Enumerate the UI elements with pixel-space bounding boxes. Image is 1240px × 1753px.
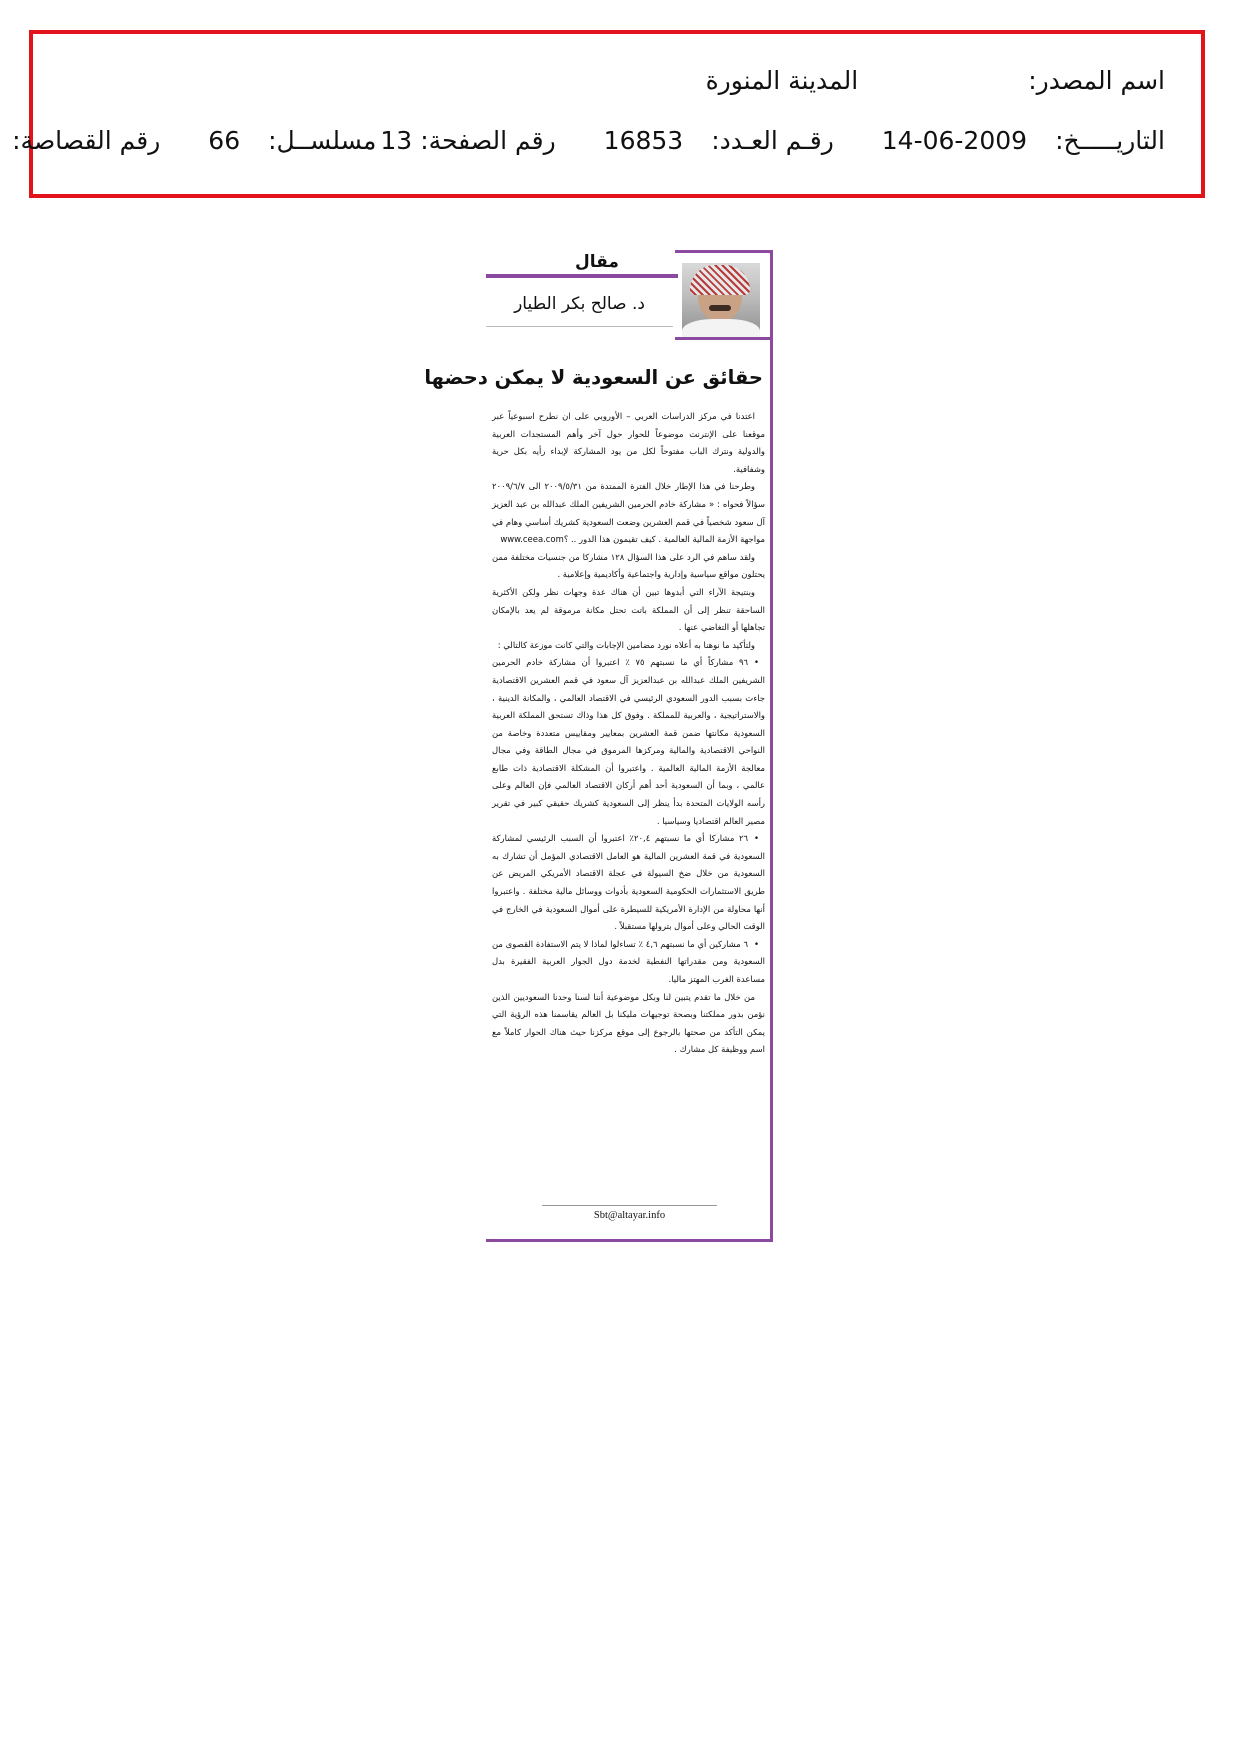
author-photo-frame — [675, 250, 773, 340]
source-row — [69, 60, 1165, 100]
source-value: المدينة المنورة — [705, 65, 859, 95]
serial-label: مسلســل: — [268, 125, 377, 155]
paragraph: ولقد ساهم في الرد على هذا السؤال ١٢٨ مشاركا من جنسيات مختلفة ممن يحتلون مواقع سياسية وإدارية واجتماعية وأكاديمية وإعلامية . — [492, 551, 765, 580]
paragraph: اعتدنا في مركز الدراسات العربي – الأوروبي على ان نطرح اسبوعياً عبر موقعنا على الإنترنت موضوعاً للحوار حول آخر وأهم المستجدات العربية والدولية ونترك الباب مفتوحاً لكل من يود المشاركة لإبداء رأيه بكل حرية وشفافية. — [492, 411, 765, 474]
article-headline: حقائق عن السعودية لا يمكن دحضها — [424, 366, 763, 389]
article-clipping — [424, 250, 773, 1242]
paragraph: ولتأكيد ما نوهنا به أعلاه نورد مضامين الإجابات والتي كانت موزعة كالتالي : — [497, 639, 755, 650]
author-byline: د. صالح بكر الطيار — [514, 294, 645, 314]
bullet-item — [492, 830, 765, 936]
clipping-metadata-box — [12, 30, 1205, 198]
details-row — [12, 120, 1165, 160]
frame-bottom-border — [486, 1239, 773, 1242]
serial-value: 66 — [208, 125, 241, 155]
paragraph: وطرحنا في هذا الإطار خلال الفترة الممتدة من ٢٠٠٩/٥/٣١ الى ٢٠٠٩/٦/٧ سؤالاً فحواه : « مشاركة خادم الحرمين الشريفين الملك عبدالله بن عبد العزيز آل سعود شخصياً في قمم العشرين وضعت السعودية كشريك أساسي وهام في مواجهة الأزمة المالية العالمية . كيف تقيمون هذا الدور .. ؟www.ceea.com — [492, 481, 765, 545]
clip-number-label: رقم القصاصة: — [12, 125, 161, 155]
bullet-item — [492, 654, 765, 830]
bullet-text: ٢٦ مشاركا أي ما نسبتهم ٢٠,٤٪ اعتبروا أن السبب الرئيسي لمشاركة السعودية في قمة العشرين المالية هو العامل الاقتصادي المؤمل أن تشارك به السعودية من خلال ضخ السيولة في عجلة الاقتصاد الأمريكي المريض عن طريق الاستثمارات الحكومية السعودية بأدوات ووسائل مالية مختلفة . واعتبروا أنها محاولة من الإدارة الأمريكية للسيطرة على أموال السعودية في الخارج في الوقت الحالي وعلى أموال بترولها مستقبلاً . — [492, 833, 765, 932]
source-label: اسم المصدر: — [1028, 65, 1165, 95]
section-label: مقال — [575, 252, 619, 272]
bullet-dot-icon: • — [754, 833, 759, 844]
paragraph: وبنتيجة الآراء التي أبدوها تبين أن هناك عدة وجهات نظر ولكن الأكثرية الساحقة تنظر إلى أن المملكة باتت تحتل مكانة مرموقة لم يعد بالإمكان تجاهلها أو التغاضي عنها . — [492, 586, 765, 633]
email-divider — [542, 1205, 717, 1206]
issue-label: رقـم العـدد: — [711, 125, 834, 155]
section-header — [486, 250, 678, 278]
closing-paragraph: من خلال ما تقدم يتبين لنا وبكل موضوعية أننا لسنا وحدنا السعوديين الذين نؤمن بدور مملكتنا وبصحة توجيهات مليكنا بل العالم يقاسمنا هذه الرؤية التي يمكن التأكد من صحتها بالرجوع إلى موقع مركزنا حيث هناك الحوار كاملاً مع اسم ووظيفة كل مشارك . — [492, 991, 765, 1055]
date-label: التاريـــــخ: — [1055, 125, 1165, 155]
frame-right-border — [770, 250, 773, 1240]
bullet-dot-icon: • — [754, 938, 759, 949]
bullet-text: ٩٦ مشاركاً أي ما نسبتهم ٧٥ ٪ اعتبروا أن مشاركة خادم الحرمين الشريفين الملك عبدالله بن عبدالعزيز آل سعود في قمم العشرين الاقتصادية جاءت بسبب الدور السعودي الرئيسي في الاقتصاد العالمي ، والمكانة الدينية ، والاستراتيجية ، والعربية للمملكة . وفوق كل هذا وذاك تستحق المملكة العربية السعودية مكانتها ضمن قمة العشرين بمعايير ومقاييس متعددة وخاصة من النواحي الاقتصادية والمالية ومركزها المرموق في مجال الطاقة وفي مجال معالجة الأزمة المالية العالمية . واعتبروا أن المشكلة الاقتصادية ذات طابع عالمي ، وبما أن السعودية أحد أهم أركان الاقتصاد العالمي فإن العالم وعلى رأسه الولايات المتحدة بدأ ينظر إلى السعودية كشريك حقيقي كبير في تقرير مصير العالم اقتصاديا وسياسيا . — [492, 657, 765, 826]
page-label: رقم الصفحة: — [420, 125, 556, 155]
bullet-dot-icon: • — [754, 657, 760, 668]
bullet-text: ٦ مشاركين أي ما نسبتهم ٤,٦ ٪ تساءلوا لماذا لا يتم الاستفادة القصوى من السعودية ومن مقدراتها النفطية لخدمة دول الجوار العربية الفقيرة بدل مساعدة الغرب المهتز ماليا. — [492, 938, 765, 984]
author-email: Sbt@altayar.info — [593, 1210, 666, 1221]
issue-value: 16853 — [603, 125, 684, 155]
byline-area — [486, 282, 673, 327]
article-body — [492, 408, 765, 1059]
date-value: 14-06-2009 — [881, 125, 1028, 155]
page-value: 13 — [380, 125, 413, 155]
bullet-item — [492, 936, 765, 989]
author-photo — [682, 263, 760, 337]
